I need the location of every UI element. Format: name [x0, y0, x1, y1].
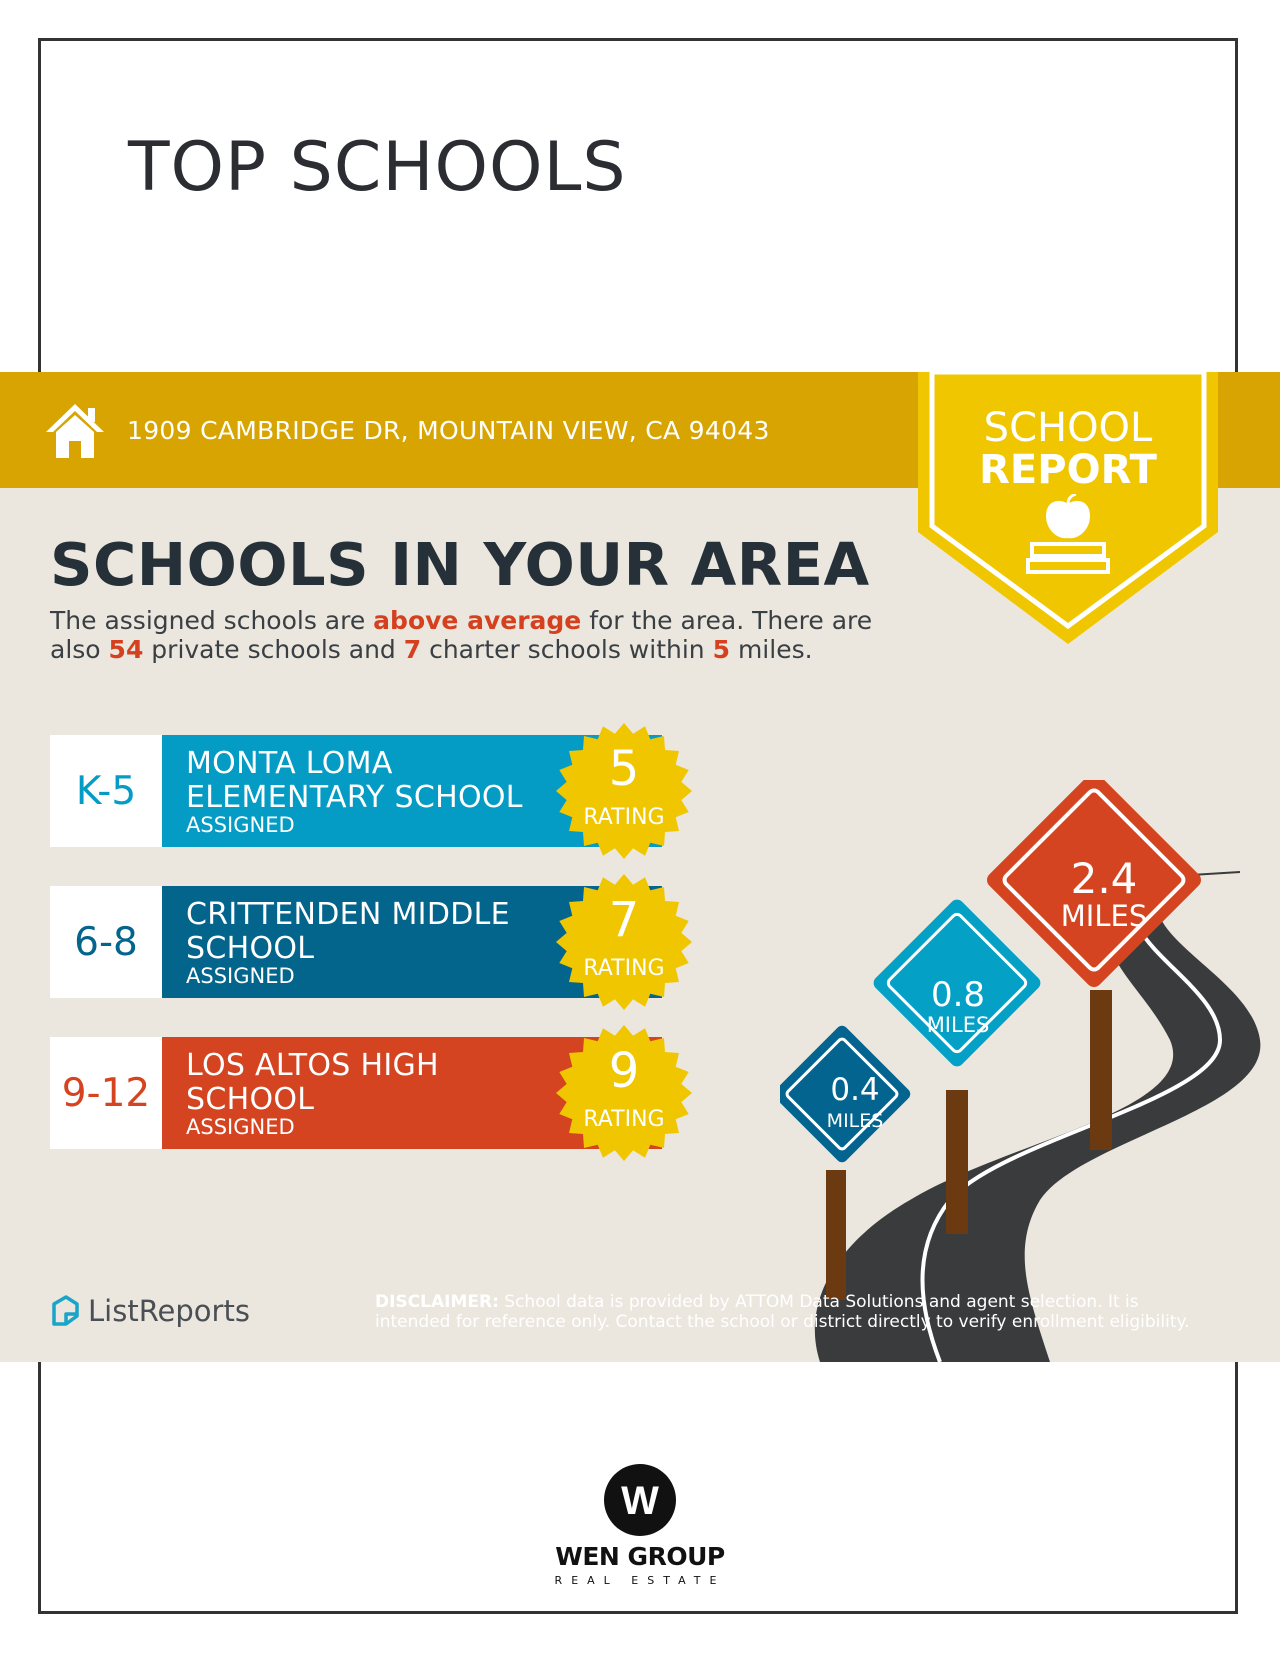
school-name: LOS ALTOS HIGH SCHOOL: [186, 1048, 439, 1117]
rating-label: RATING: [583, 1107, 665, 1132]
badge-title-line1: SCHOOL: [983, 405, 1153, 451]
brand-tagline: REAL ESTATE: [554, 1574, 726, 1587]
grade-range: 6-8: [50, 886, 162, 998]
disclaimer: [375, 1292, 1215, 1332]
road-illustration: [780, 780, 1280, 1362]
sign-distance-unit: MILES: [1060, 899, 1148, 933]
wen-group-logo-mark: [604, 1464, 676, 1536]
sign-distance-value: 0.4: [830, 1072, 880, 1108]
apple-books-icon: [1024, 494, 1112, 578]
disclaimer-label: DISCLAIMER:: [375, 1292, 499, 1312]
sign-distance-value: 2.4: [1070, 854, 1138, 903]
property-address: 1909 CAMBRIDGE DR, MOUNTAIN VIEW, CA 94043: [127, 416, 770, 445]
house-icon: [44, 402, 106, 460]
rating-value: 7: [608, 892, 640, 948]
brand-name: WEN GROUP: [555, 1542, 725, 1571]
summary-highlight: above average: [373, 606, 582, 635]
summary-text: private schools and: [143, 635, 404, 664]
rating-value: 5: [608, 741, 640, 797]
school-status: ASSIGNED: [186, 964, 295, 988]
sign-distance-value: 0.8: [930, 975, 986, 1015]
sign-post: [826, 1170, 846, 1300]
logo-letter: W: [621, 1479, 659, 1523]
sign-post: [946, 1090, 968, 1234]
page-title: TOP SCHOOLS: [128, 128, 627, 207]
schools-summary: [50, 606, 910, 664]
school-name: MONTA LOMA ELEMENTARY SCHOOL: [186, 746, 523, 815]
grade-range: 9-12: [50, 1037, 162, 1149]
summary-text: miles.: [730, 635, 813, 664]
radius-miles: 5: [712, 635, 730, 664]
sign-post: [1090, 990, 1112, 1150]
school-row: [50, 1037, 665, 1149]
private-count: 54: [108, 635, 144, 664]
school-status: ASSIGNED: [186, 1115, 295, 1139]
badge-title-line2: REPORT: [979, 447, 1157, 493]
school-name: CRITTENDEN MIDDLE SCHOOL: [186, 897, 510, 966]
school-row: [50, 886, 665, 998]
listreports-icon: [50, 1294, 80, 1328]
disclaimer-text: School data is provided by ATTOM Data Solutions and agent selection. It is intended for reference only. Contact the school or district directly to verify enrollment eligibility.: [375, 1292, 1190, 1332]
listreports-logo: [50, 1294, 250, 1328]
rating-label: RATING: [583, 805, 665, 830]
sign-distance-unit: MILES: [826, 1110, 884, 1132]
grade-range: K-5: [50, 735, 162, 847]
section-heading: SCHOOLS IN YOUR AREA: [50, 530, 870, 599]
summary-text: charter schools within: [421, 635, 713, 664]
rating-value: 9: [608, 1043, 640, 1099]
summary-text: for the area. There are also: [50, 606, 873, 664]
school-status: ASSIGNED: [186, 813, 295, 837]
summary-text: The assigned schools are: [50, 606, 374, 635]
rating-label: RATING: [583, 956, 665, 981]
sign-distance-unit: MILES: [926, 1013, 990, 1037]
listreports-wordmark: ListReports: [88, 1294, 250, 1328]
charter-count: 7: [403, 635, 422, 664]
school-row: [50, 735, 665, 847]
